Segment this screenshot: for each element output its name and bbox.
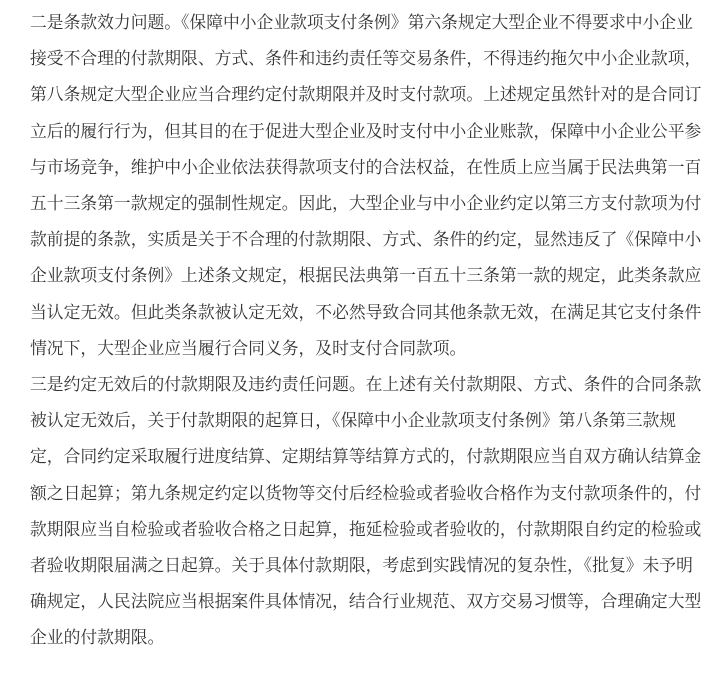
text-line: 五十三条第一款规定的强制性规定。因此，大型企业与中小企业约定以第三方支付款项为付: [30, 192, 702, 213]
text-line: 接受不合理的付款期限、方式、条件和违约责任等交易条件，不得违约拖欠中小企业款项，: [30, 48, 702, 69]
paragraph-contract-clause-validity: [30, 4, 726, 366]
text-line: 款期限应当自检验或者验收合格之日起算，拖延检验或者验收的，付款期限自约定的检验或: [30, 518, 702, 539]
text-line: 款前提的条款，实质是关于不合理的付款期限、方式、条件的约定，显然违反了《保障中小: [30, 229, 702, 250]
paragraph-payment-term-liability: [30, 366, 726, 656]
text-line: 者验收期限届满之日起算。关于具体付款期限，考虑到实践情况的复杂性，《批复》未予明: [30, 554, 693, 575]
text-line: 三是约定无效后的付款期限及违约责任问题。在上述有关付款期限、方式、条件的合同条款: [30, 374, 702, 394]
text-line: 企业款项支付条例》上述条文规定，根据民法典第一百五十三条第一款的规定，此类条款应: [30, 265, 702, 286]
text-line: 额之日起算；第九条规定约定以货物等交付后经检验或者验收合格作为支付款项条件的，付: [30, 482, 702, 503]
text-line: 与市场竞争，维护中小企业依法获得款项支付的合法权益，在性质上应当属于民法典第一百: [30, 156, 702, 177]
text-line: 企业的付款期限。: [30, 627, 165, 648]
text-line: 当认定无效。但此类条款被认定无效，不必然导致合同其他条款无效，在满足其它支付条件: [30, 301, 702, 322]
text-line: 被认定无效后，关于付款期限的起算日，《保障中小企业款项支付条例》第八条第三款规: [30, 410, 677, 431]
text-line: 情况下，大型企业应当履行合同义务，及时支付合同款项。: [30, 337, 467, 358]
text-line: 确规定，人民法院应当根据案件具体情况，结合行业规范、双方交易习惯等，合理确定大型: [30, 591, 702, 612]
text-line: 第八条规定大型企业应当合理约定付款期限并及时支付款项。上述规定虽然针对的是合同订: [30, 84, 702, 105]
text-line: 二是条款效力问题。《保障中小企业款项支付条例》第六条规定大型企业不得要求中小企业: [30, 12, 693, 32]
text-line: 立后的履行行为，但其目的在于促进大型企业及时支付中小企业账款，保障中小企业公平参: [30, 120, 702, 141]
text-line: 定，合同约定采取履行进度结算、定期结算等结算方式的，付款期限应当自双方确认结算金: [30, 446, 702, 467]
